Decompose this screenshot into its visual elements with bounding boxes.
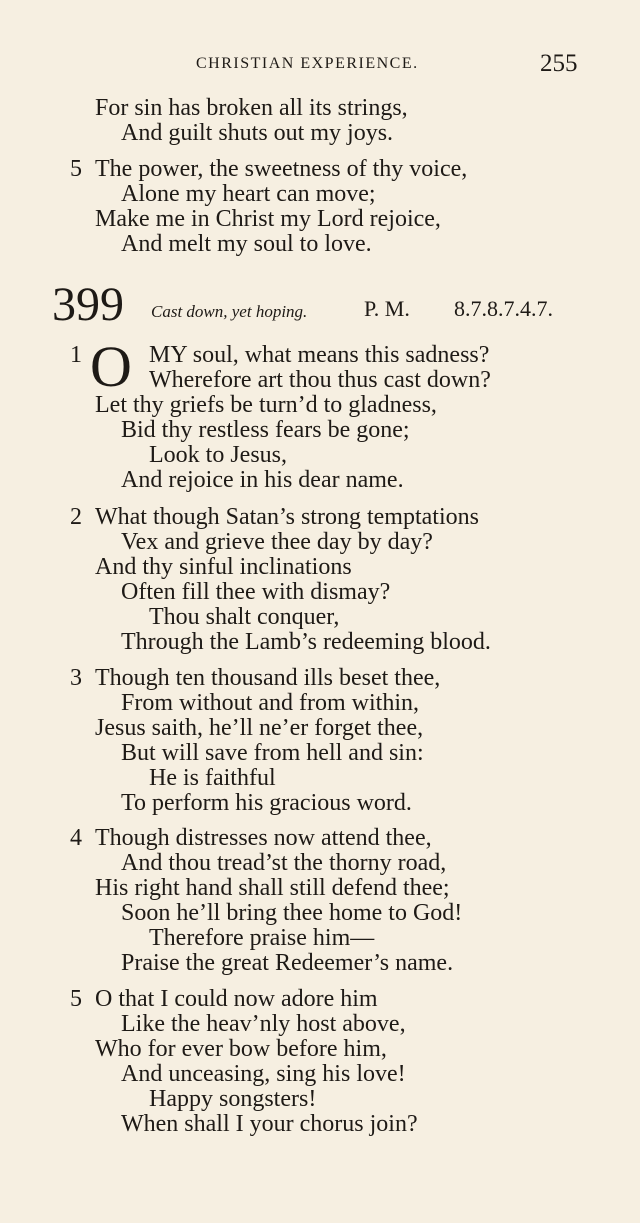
verse-line: And guilt shuts out my joys. — [121, 120, 394, 146]
verse-line: Thou shalt conquer, — [149, 604, 340, 630]
verse-line: Praise the great Redeemer’s name. — [121, 950, 454, 976]
verse-line: Often fill thee with dismay? — [121, 579, 391, 605]
stanza-1 — [0, 334, 640, 493]
hymn-meter: 8.7.8.7.4.7. — [454, 296, 553, 321]
verse-line: But will save from hell and sin: — [121, 740, 424, 766]
verse-line: MY soul, what means this sadness? — [149, 342, 490, 368]
stanza-number: 5 — [70, 156, 82, 182]
verse-line: Make me in Christ my Lord rejoice, — [95, 206, 441, 232]
stanza-number: 3 — [70, 665, 82, 691]
verse-line: And thy sinful inclinations — [95, 554, 352, 580]
verse-line: Jesus saith, he’ll ne’er forget thee, — [95, 715, 424, 741]
carryover-stanza-end — [0, 96, 640, 146]
verse-line: To perform his gracious word. — [121, 790, 412, 816]
verse-line: Therefore praise him— — [149, 925, 375, 951]
verse-line: Look to Jesus, — [149, 442, 287, 468]
verse-line: And unceasing, sing his love! — [121, 1061, 406, 1087]
verse-line: Vex and grieve thee day by day? — [121, 529, 433, 555]
verse-line: Like the heav’nly host above, — [121, 1011, 406, 1037]
stanza-number: 5 — [70, 986, 82, 1012]
verse-line: And melt my soul to love. — [121, 231, 372, 257]
verse-line: Though ten thousand ills beset thee, — [95, 665, 441, 691]
hymn-subtitle: Cast down, yet hoping. — [151, 302, 308, 321]
verse-line: O that I could now adore him — [95, 986, 378, 1012]
stanza-number: 1 — [70, 342, 82, 368]
stanza-number: 4 — [70, 825, 82, 851]
verse-line: Who for ever bow before him, — [95, 1036, 387, 1062]
verse-line: Let thy griefs be turn’d to gladness, — [95, 392, 437, 418]
stanza-3 — [0, 666, 640, 816]
hymn-number: 399 — [52, 278, 124, 331]
stanza-4 — [0, 826, 640, 976]
verse-line: And rejoice in his dear name. — [121, 467, 404, 493]
verse-line: For sin has broken all its strings, — [95, 95, 408, 121]
verse-line: He is faithful — [149, 765, 276, 791]
verse-line: Through the Lamb’s redeeming blood. — [121, 629, 491, 655]
carryover-stanza-5 — [0, 157, 640, 257]
verse-line: Wherefore art thou thus cast down? — [149, 367, 491, 393]
verse-line: What though Satan’s strong temptations — [95, 504, 479, 530]
verse-line: Bid thy restless fears be gone; — [121, 417, 410, 443]
verse-line: And thou tread’st the thorny road, — [121, 850, 447, 876]
hymn-meter-label: P. M. — [364, 296, 410, 321]
page-number: 255 — [540, 50, 578, 77]
verse-line: Happy songsters! — [149, 1086, 317, 1112]
stanza-number: 2 — [70, 504, 82, 530]
stanza-5 — [0, 987, 640, 1137]
verse-line: His right hand shall still defend thee; — [95, 875, 450, 901]
stanza-2 — [0, 505, 640, 655]
verse-line: From without and from within, — [121, 690, 419, 716]
verse-line: Alone my heart can move; — [121, 181, 376, 207]
verse-line: The power, the sweetness of thy voice, — [95, 156, 468, 182]
hymn-header — [0, 278, 640, 331]
drop-cap: O — [90, 334, 132, 399]
running-head: CHRISTIAN EXPERIENCE. — [196, 55, 419, 72]
verse-line: Soon he’ll bring thee home to God! — [121, 900, 463, 926]
verse-line: When shall I your chorus join? — [121, 1111, 418, 1137]
verse-line: Though distresses now attend thee, — [95, 825, 432, 851]
